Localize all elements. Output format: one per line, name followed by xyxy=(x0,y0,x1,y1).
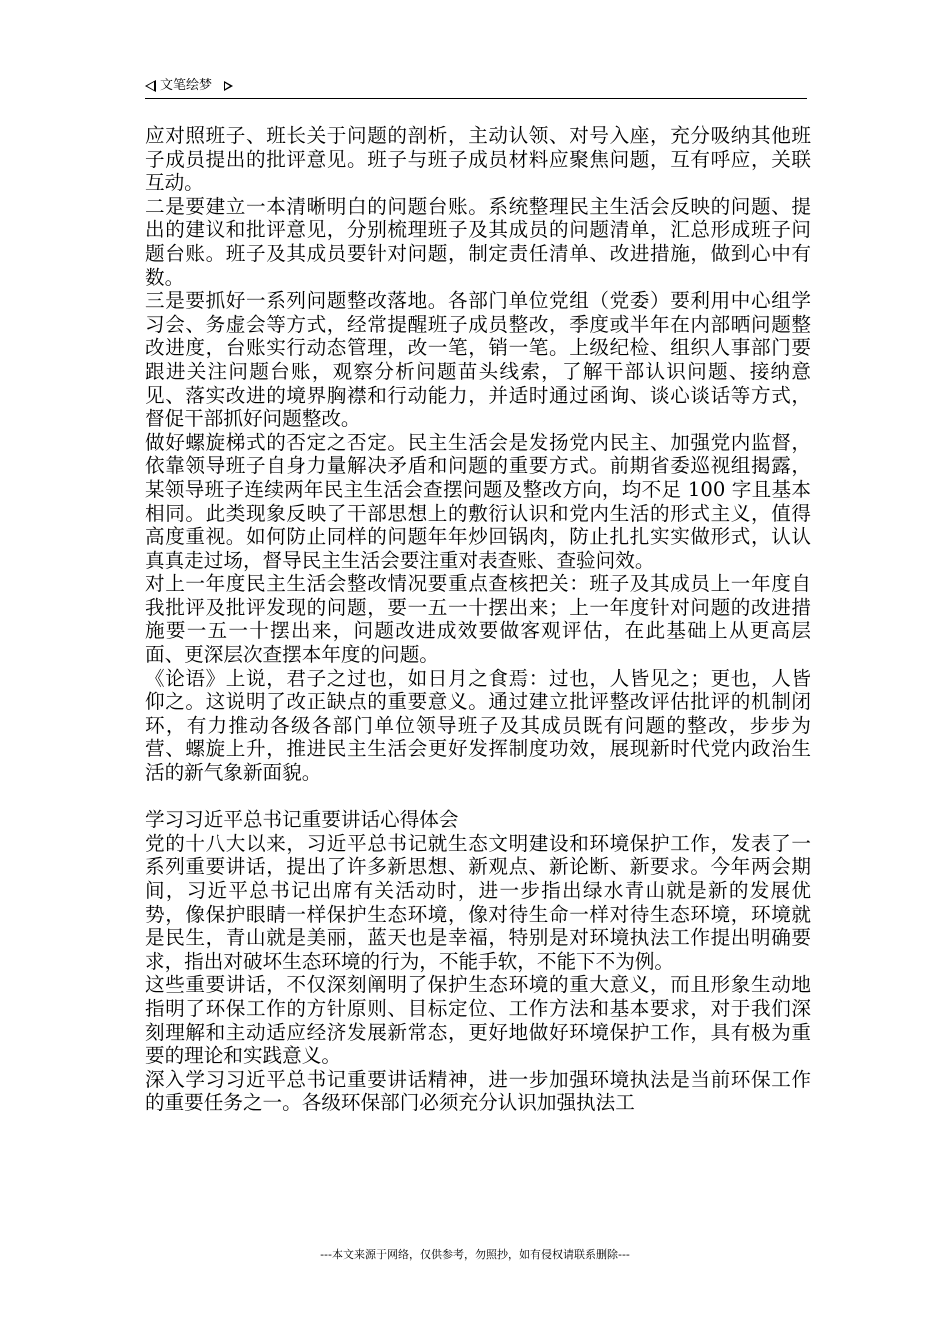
footer-disclaimer: ---本文来源于网络，仅供参考，勿照抄，如有侵权请联系删除--- xyxy=(320,1248,630,1261)
page-header xyxy=(145,74,807,99)
header-title: 文笔绘梦 xyxy=(160,78,213,93)
paragraph: 深入学习习近平总书记重要讲话精神，进一步加强环境执法是当前环保工作的重要任务之一。各级环保部门必须充分认识加强执法工 xyxy=(145,1067,811,1115)
paragraph: 三是要抓好一系列问题整改落地。各部门单位党组（党委）要利用中心组学习会、务虚会等方式，经常提醒班子成员整改，季度或半年在内部晒问题整改进度，台账实行动态管理，改一笔，销一笔。上级纪检、组织人事部门要跟进关注问题台账，观察分析问题苗头线索，了解干部认识问题、接纳意见、落实改进的境界胸襟和行动能力，并适时通过函询、谈心谈话等方式，督促干部抓好问题整改。 xyxy=(145,289,811,431)
paragraph: 做好螺旋梯式的否定之否定。民主生活会是发扬党内民主、加强党内监督，依靠领导班子自身力量解决矛盾和问题的重要方式。前期省委巡视组揭露，某领导班子连续两年民主生活会查摆问题及整改方向，均不足 100 字且基本相同。此类现象反映了干部思想上的敷衍认识和党内生活的形式主义，值得高度重视。如何防止同样的问题年年炒回锅肉，防止扎扎实实做形式，认认真真走过场，督导民主生活会要注重对表查账、查验问效。 xyxy=(145,430,811,572)
paragraph: 党的十八大以来，习近平总书记就生态文明建设和环境保护工作，发表了一系列重要讲话，提出了许多新思想、新观点、新论断、新要求。今年两会期间，习近平总书记出席有关活动时，进一步指出绿水青山就是新的发展优势，像保护眼睛一样保护生态环境，像对待生命一样对待生态环境，环境就是民生，青山就是美丽，蓝天也是幸福，特别是对环境执法工作提出明确要求，指出对破坏生态环境的行为，不能手软，不能下不为例。 xyxy=(145,831,811,973)
paragraph: 这些重要讲话，不仅深刻阐明了保护生态环境的重大意义，而且形象生动地指明了环保工作的方针原则、目标定位、工作方法和基本要求，对于我们深刻理解和主动适应经济发展新常态，更好地做好环境保护工作，具有极为重要的理论和实践意义。 xyxy=(145,973,811,1068)
triangle-left-icon xyxy=(145,80,156,92)
triangle-right-icon xyxy=(224,81,233,91)
paragraph: 二是要建立一本清晰明白的问题台账。系统整理民主生活会反映的问题、提出的建议和批评意见，分别梳理班子及其成员的问题清单，汇总形成班子问题台账。班子及其成员要针对问题，制定责任清单、改进措施，做到心中有数。 xyxy=(145,194,811,289)
paragraph: 对上一年度民主生活会整改情况要重点查核把关：班子及其成员上一年度自我批评及批评发现的问题，要一五一十摆出来；上一年度针对问题的改进措施要一五一十摆出来，问题改进成效要做客观评估，在此基础上从更高层面、更深层次查摆本年度的问题。 xyxy=(145,572,811,667)
blank-line xyxy=(145,785,811,809)
document-body xyxy=(145,124,811,1115)
paragraph: 《论语》上说，君子之过也，如日月之食焉：过也，人皆见之；更也，人皆仰之。这说明了改正缺点的重要意义。通过建立批评整改评估批评的机制闭环，有力推动各级各部门单位领导班子及其成员既有问题的整改，步步为营、螺旋上升，推进民主生活会更好发挥制度功效，展现新时代党内政治生活的新气象新面貌。 xyxy=(145,666,811,785)
paragraph: 应对照班子、班长关于问题的剖析，主动认领、对号入座，充分吸纳其他班子成员提出的批评意见。班子与班子成员材料应聚焦问题，互有呼应，关联互动。 xyxy=(145,124,811,195)
section-title: 学习习近平总书记重要讲话心得体会 xyxy=(145,808,459,832)
